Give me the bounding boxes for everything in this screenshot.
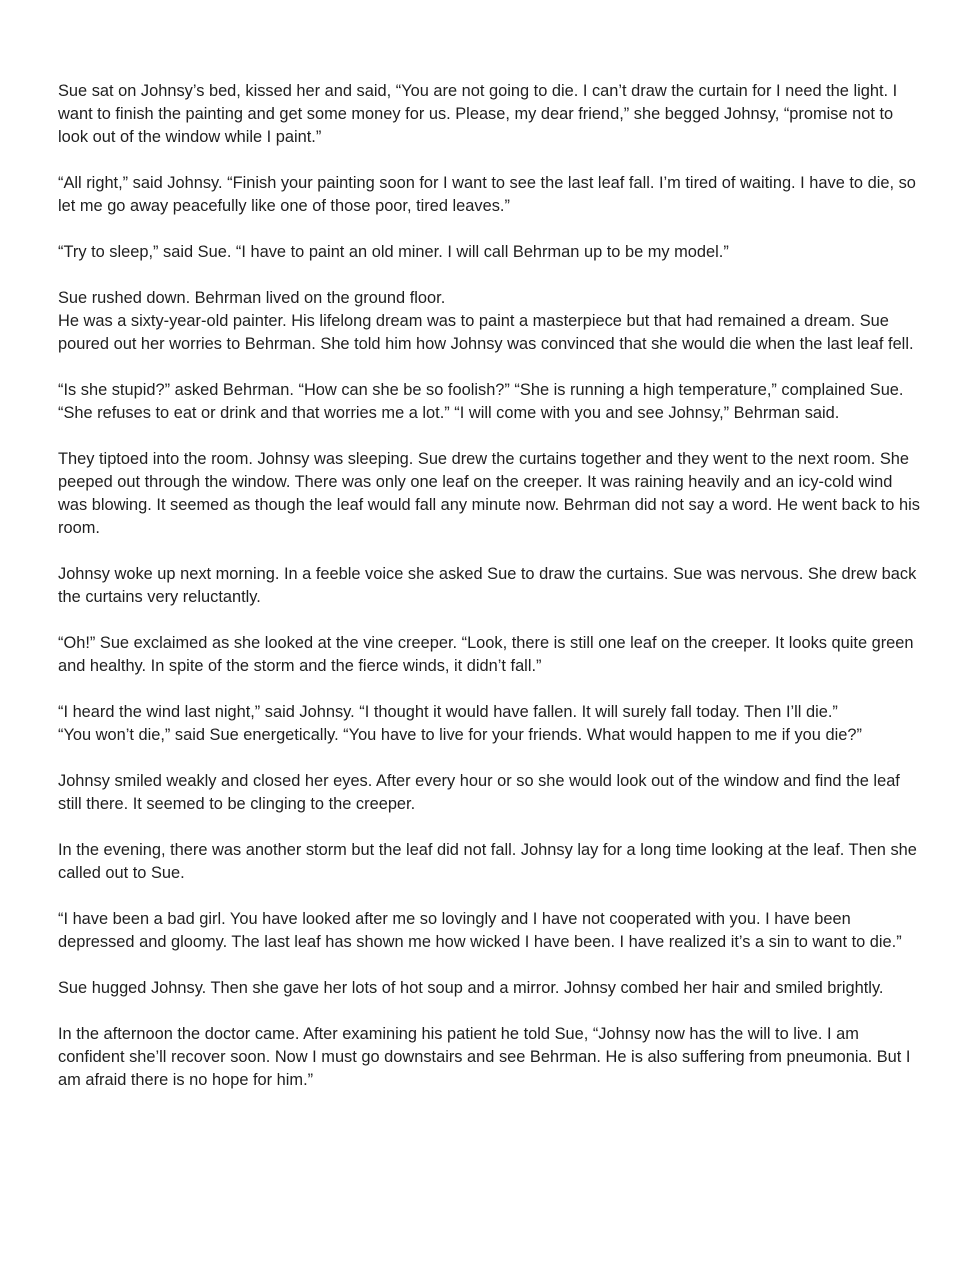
paragraph: “Oh!” Sue exclaimed as she looked at the vine creeper. “Look, there is still one leaf on the creeper. It looks quite green and healthy. In spite of the storm and the fierce winds, it didn’t fall.”	[58, 634, 914, 675]
paragraph: “Try to sleep,” said Sue. “I have to paint an old miner. I will call Behrman up to be my model.”	[58, 243, 729, 261]
paragraph: They tiptoed into the room. Johnsy was sleeping. Sue drew the curtains together and they went to the next room. She peeped out through the window. There was only one leaf on the creeper. It was raining heavily and an icy-cold wind was blowing. It seemed as though the leaf would fall any minute now. Behrman did not say a word. He went back to his room.	[58, 450, 920, 537]
paragraph: “Is she stupid?” asked Behrman. “How can she be so foolish?” “She is running a high temperature,” complained Sue. “She refuses to eat or drink and that worries me a lot.” “I will come with you and see Johnsy,” Behrman said.	[58, 381, 904, 422]
paragraph: Sue sat on Johnsy’s bed, kissed her and said, “You are not going to die. I can’t draw the curtain for I need the light. I want to finish the painting and get some money for us. Please, my dear friend,” she begged Johnsy, “promise not to look out of the window while I paint.”	[58, 82, 898, 146]
paragraph: Johnsy woke up next morning. In a feeble voice she asked Sue to draw the curtains. Sue was nervous. She drew back the curtains very reluctantly.	[58, 565, 917, 606]
paragraph: In the evening, there was another storm but the leaf did not fall. Johnsy lay for a long time looking at the leaf. Then she called out to Sue.	[58, 841, 917, 882]
document-page	[58, 80, 924, 1115]
paragraph: In the afternoon the doctor came. After examining his patient he told Sue, “Johnsy now has the will to live. I am confident she’ll recover soon. Now I must go downstairs and see Behrman. He is also suffering from pneumonia. But I am afraid there is no hope for him.”	[58, 1025, 911, 1089]
paragraph: “All right,” said Johnsy. “Finish your painting soon for I want to see the last leaf fall. I’m tired of waiting. I have to die, so let me go away peacefully like one of those poor, tired leaves.”	[58, 174, 916, 215]
paragraph: “I heard the wind last night,” said Johnsy. “I thought it would have fallen. It will surely fall today. Then I’ll die.”	[58, 703, 838, 721]
paragraph: Sue rushed down. Behrman lived on the ground floor.	[58, 289, 446, 307]
paragraph: Johnsy smiled weakly and closed her eyes. After every hour or so she would look out of the window and find the leaf still there. It seemed to be clinging to the creeper.	[58, 772, 900, 813]
paragraph: “You won’t die,” said Sue energetically. “You have to live for your friends. What would happen to me if you die?”	[58, 726, 862, 744]
paragraph: “I have been a bad girl. You have looked after me so lovingly and I have not cooperated with you. I have been depressed and gloomy. The last leaf has shown me how wicked I have been. I have realized it’s a sin to want to die.”	[58, 910, 902, 951]
paragraph: He was a sixty-year-old painter. His lifelong dream was to paint a masterpiece but that had remained a dream. Sue poured out her worries to Behrman. She told him how Johnsy was convinced that she would die when the last leaf fell.	[58, 312, 914, 353]
paragraph: Sue hugged Johnsy. Then she gave her lots of hot soup and a mirror. Johnsy combed her hair and smiled brightly.	[58, 979, 884, 997]
